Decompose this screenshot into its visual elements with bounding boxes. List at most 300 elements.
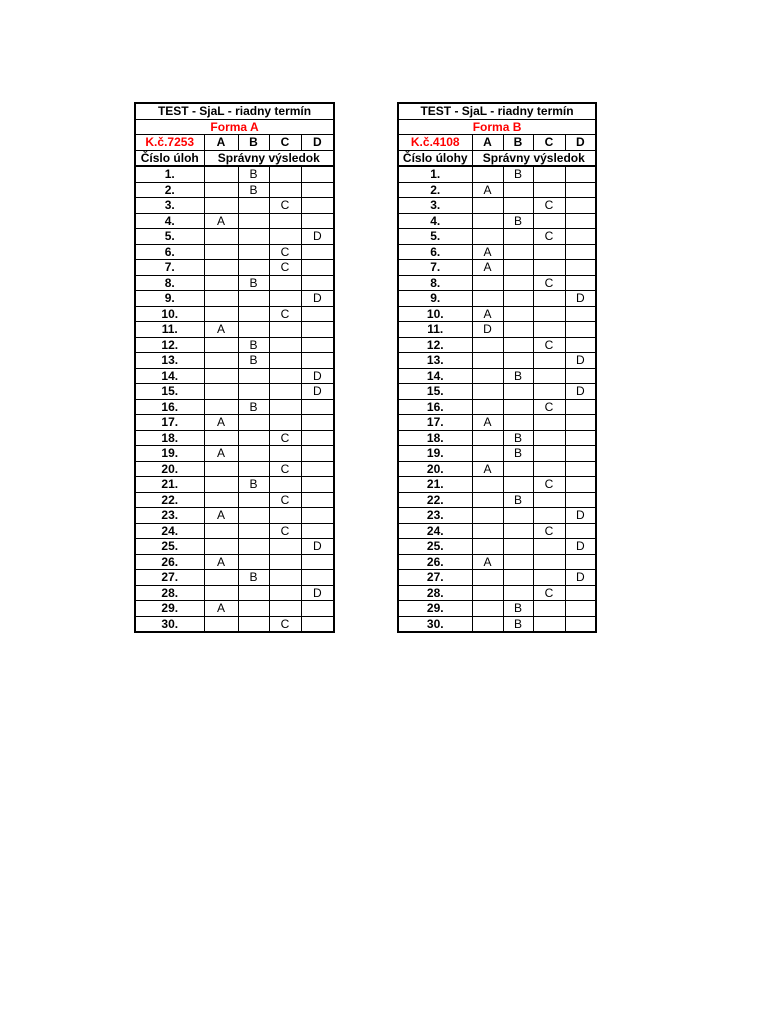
question-number: 2. <box>135 182 204 198</box>
answer-cell-d <box>301 523 334 539</box>
answer-cell-c <box>269 384 301 400</box>
answer-cell-d <box>565 166 596 182</box>
answer-cell-a <box>204 182 238 198</box>
answer-cell-c <box>533 384 565 400</box>
answer-cell-c <box>533 430 565 446</box>
answer-row <box>398 275 596 291</box>
answer-cell-a: A <box>472 244 503 260</box>
answer-cell-c: C <box>533 337 565 353</box>
question-number: 26. <box>135 554 204 570</box>
answer-cell-d <box>301 213 334 229</box>
question-number: 2. <box>398 182 472 198</box>
question-number: 28. <box>135 585 204 601</box>
column-header-c: C <box>533 135 565 151</box>
question-number: 12. <box>135 337 204 353</box>
answer-cell-a <box>472 523 503 539</box>
question-number: 6. <box>398 244 472 260</box>
answer-cell-a <box>204 523 238 539</box>
answer-row <box>135 166 334 182</box>
answer-cell-b <box>238 446 269 462</box>
answer-cell-d: D <box>565 291 596 307</box>
answer-cell-a <box>204 337 238 353</box>
answer-cell-b <box>503 508 533 524</box>
answer-row <box>398 554 596 570</box>
answer-cell-b <box>238 213 269 229</box>
answer-cell-a <box>204 198 238 214</box>
answer-row <box>398 477 596 493</box>
question-number: 20. <box>135 461 204 477</box>
answer-cell-a <box>472 353 503 369</box>
answer-cell-d: D <box>565 539 596 555</box>
answer-row <box>135 291 334 307</box>
answer-key-table-form-a <box>134 102 335 633</box>
answer-row <box>398 353 596 369</box>
answer-cell-a <box>472 399 503 415</box>
answer-cell-d <box>565 337 596 353</box>
question-number: 7. <box>135 260 204 276</box>
answer-cell-a <box>204 477 238 493</box>
answer-cell-b <box>238 229 269 245</box>
answer-row <box>398 539 596 555</box>
answer-cell-d: D <box>565 570 596 586</box>
answer-row <box>398 166 596 182</box>
answer-row <box>398 492 596 508</box>
answer-cell-b <box>238 523 269 539</box>
answer-cell-a: A <box>204 213 238 229</box>
question-number: 3. <box>398 198 472 214</box>
answer-row <box>398 229 596 245</box>
answer-cell-a: A <box>472 306 503 322</box>
answer-cell-c <box>269 368 301 384</box>
answer-row <box>135 322 334 338</box>
answer-cell-a: A <box>472 461 503 477</box>
answer-cell-a <box>472 539 503 555</box>
answer-row <box>135 492 334 508</box>
answer-key-body <box>398 103 596 632</box>
answer-cell-c <box>269 291 301 307</box>
answer-cell-b: B <box>238 182 269 198</box>
answer-cell-d <box>301 554 334 570</box>
answer-cell-a <box>472 616 503 632</box>
answer-cell-c <box>269 477 301 493</box>
answer-cell-b <box>503 229 533 245</box>
answer-cell-c: C <box>533 198 565 214</box>
column-header-d: D <box>565 135 596 151</box>
question-number: 1. <box>398 166 472 182</box>
answer-cell-a <box>204 275 238 291</box>
answer-cell-b: B <box>503 601 533 617</box>
answer-cell-b <box>238 554 269 570</box>
question-number: 29. <box>398 601 472 617</box>
question-number: 19. <box>135 446 204 462</box>
answer-cell-c <box>269 446 301 462</box>
answer-cell-d <box>565 461 596 477</box>
answer-row <box>135 570 334 586</box>
question-number: 27. <box>398 570 472 586</box>
answer-cell-b <box>238 368 269 384</box>
answer-cell-c: C <box>269 430 301 446</box>
column-header-b: B <box>238 135 269 151</box>
answer-cell-b <box>238 585 269 601</box>
answer-cell-d <box>301 198 334 214</box>
answer-cell-c <box>269 213 301 229</box>
question-number: 22. <box>135 492 204 508</box>
answer-cell-d <box>301 415 334 431</box>
answer-cell-b <box>238 198 269 214</box>
answer-cell-c <box>533 182 565 198</box>
question-number: 15. <box>398 384 472 400</box>
answer-cell-c <box>533 492 565 508</box>
answer-cell-a <box>472 492 503 508</box>
answer-cell-b <box>238 601 269 617</box>
answer-cell-c <box>533 415 565 431</box>
answer-cell-d <box>565 554 596 570</box>
question-number: 16. <box>398 399 472 415</box>
answer-cell-c: C <box>269 244 301 260</box>
form-code: K.č.7253 <box>135 135 204 151</box>
answer-cell-c <box>533 508 565 524</box>
answer-cell-c <box>533 539 565 555</box>
answer-cell-c <box>533 570 565 586</box>
answer-row <box>398 616 596 632</box>
answer-row <box>135 368 334 384</box>
form-label: Forma B <box>398 119 596 135</box>
question-number: 23. <box>398 508 472 524</box>
answer-cell-b <box>503 244 533 260</box>
answer-row <box>398 213 596 229</box>
answer-cell-d <box>301 275 334 291</box>
answer-cell-d <box>565 430 596 446</box>
answer-cell-c <box>533 601 565 617</box>
question-number: 24. <box>398 523 472 539</box>
answer-cell-c: C <box>269 492 301 508</box>
answer-cell-d <box>301 306 334 322</box>
answer-cell-d <box>301 601 334 617</box>
answer-cell-b <box>238 461 269 477</box>
question-number: 30. <box>135 616 204 632</box>
answer-row <box>398 368 596 384</box>
answer-cell-b <box>503 477 533 493</box>
answer-cell-a <box>204 353 238 369</box>
answer-cell-d: D <box>301 539 334 555</box>
answer-cell-c <box>269 182 301 198</box>
answer-row <box>135 229 334 245</box>
answer-cell-a <box>204 244 238 260</box>
answer-cell-d <box>565 446 596 462</box>
question-number: 24. <box>135 523 204 539</box>
question-number: 27. <box>135 570 204 586</box>
answer-cell-d: D <box>301 384 334 400</box>
answer-cell-b <box>238 260 269 276</box>
answer-cell-b <box>238 291 269 307</box>
answer-row <box>135 399 334 415</box>
answer-row <box>135 353 334 369</box>
column-header-d: D <box>301 135 334 151</box>
answer-cell-a: A <box>472 415 503 431</box>
question-number-header: Číslo úloh <box>135 150 204 166</box>
answer-row <box>398 244 596 260</box>
answer-cell-b <box>503 585 533 601</box>
column-header-b: B <box>503 135 533 151</box>
answer-cell-b: B <box>503 492 533 508</box>
question-number: 22. <box>398 492 472 508</box>
answer-cell-c <box>533 368 565 384</box>
answer-cell-a <box>472 601 503 617</box>
answer-row <box>135 585 334 601</box>
answer-cell-a <box>472 368 503 384</box>
question-number: 6. <box>135 244 204 260</box>
answer-cell-d: D <box>301 291 334 307</box>
answer-cell-c: C <box>533 229 565 245</box>
answer-row <box>135 198 334 214</box>
question-number: 14. <box>398 368 472 384</box>
answer-cell-a: A <box>204 415 238 431</box>
answer-cell-d <box>565 306 596 322</box>
answer-cell-d <box>301 182 334 198</box>
answer-cell-c <box>269 601 301 617</box>
answer-row <box>398 523 596 539</box>
question-number: 10. <box>398 306 472 322</box>
form-code: K.č.4108 <box>398 135 472 151</box>
answer-row <box>135 616 334 632</box>
answer-cell-c <box>533 616 565 632</box>
answer-cell-c <box>533 260 565 276</box>
answer-cell-b <box>503 399 533 415</box>
answer-cell-c <box>533 291 565 307</box>
answer-cell-c <box>269 508 301 524</box>
answer-cell-d <box>565 260 596 276</box>
answer-cell-a <box>472 585 503 601</box>
question-number: 15. <box>135 384 204 400</box>
question-number: 5. <box>398 229 472 245</box>
answer-cell-d: D <box>565 384 596 400</box>
answer-cell-a <box>472 446 503 462</box>
answer-cell-b <box>503 570 533 586</box>
answer-key-body <box>135 103 334 632</box>
answer-cell-c <box>269 554 301 570</box>
answer-cell-d <box>301 244 334 260</box>
answer-cell-b <box>238 415 269 431</box>
answer-row <box>135 601 334 617</box>
answer-cell-b <box>503 353 533 369</box>
answer-row <box>398 461 596 477</box>
answer-cell-d: D <box>565 508 596 524</box>
answer-cell-a <box>204 306 238 322</box>
answer-cell-a <box>204 166 238 182</box>
answer-row <box>398 446 596 462</box>
question-number: 12. <box>398 337 472 353</box>
answer-cell-a: A <box>472 182 503 198</box>
answer-cell-d <box>301 492 334 508</box>
answer-cell-c: C <box>269 461 301 477</box>
answer-cell-c: C <box>269 198 301 214</box>
answer-cell-c <box>533 244 565 260</box>
answer-cell-c: C <box>269 260 301 276</box>
answer-cell-c: C <box>269 616 301 632</box>
answer-cell-d <box>565 213 596 229</box>
answer-cell-a <box>204 368 238 384</box>
answer-cell-a <box>204 229 238 245</box>
answer-cell-b: B <box>503 446 533 462</box>
answer-row <box>135 244 334 260</box>
answer-cell-c <box>269 275 301 291</box>
form-label: Forma A <box>135 119 334 135</box>
answer-cell-a <box>472 229 503 245</box>
answer-cell-c <box>533 213 565 229</box>
answer-cell-b: B <box>238 570 269 586</box>
answer-cell-d <box>301 322 334 338</box>
answer-row <box>135 523 334 539</box>
answer-cell-a: A <box>472 554 503 570</box>
answer-cell-a <box>204 399 238 415</box>
question-number: 13. <box>398 353 472 369</box>
answer-cell-a <box>204 539 238 555</box>
answer-key-table-form-b <box>397 102 597 633</box>
answer-cell-d <box>301 260 334 276</box>
answer-cell-a: A <box>204 508 238 524</box>
answer-row <box>398 508 596 524</box>
question-number: 4. <box>398 213 472 229</box>
answer-cell-c: C <box>533 275 565 291</box>
answer-cell-a <box>472 291 503 307</box>
column-header-c: C <box>269 135 301 151</box>
question-number: 9. <box>398 291 472 307</box>
answer-row <box>398 182 596 198</box>
answer-cell-d <box>565 585 596 601</box>
answer-cell-a <box>472 570 503 586</box>
answer-cell-d <box>301 616 334 632</box>
answer-cell-d <box>565 399 596 415</box>
answer-cell-c <box>269 353 301 369</box>
answer-cell-c: C <box>533 585 565 601</box>
answer-cell-c <box>269 166 301 182</box>
column-header-a: A <box>472 135 503 151</box>
answer-cell-a <box>472 477 503 493</box>
answer-cell-d <box>565 229 596 245</box>
answer-row <box>398 306 596 322</box>
answer-cell-d <box>565 601 596 617</box>
question-number: 25. <box>398 539 472 555</box>
answer-row <box>398 260 596 276</box>
answer-cell-d <box>301 477 334 493</box>
answer-cell-b <box>238 430 269 446</box>
answer-cell-a <box>204 570 238 586</box>
answer-cell-b <box>503 291 533 307</box>
question-number: 10. <box>135 306 204 322</box>
answer-cell-c <box>533 446 565 462</box>
question-number: 21. <box>135 477 204 493</box>
answer-cell-b: B <box>503 368 533 384</box>
answer-cell-b <box>503 322 533 338</box>
answer-cell-c <box>269 229 301 245</box>
answer-cell-c <box>269 322 301 338</box>
answer-row <box>135 384 334 400</box>
answer-row <box>398 337 596 353</box>
answer-row <box>398 415 596 431</box>
question-number: 28. <box>398 585 472 601</box>
answer-cell-a <box>204 260 238 276</box>
question-number: 25. <box>135 539 204 555</box>
answer-cell-c: C <box>269 523 301 539</box>
answer-cell-d <box>565 198 596 214</box>
answer-cell-a <box>472 337 503 353</box>
question-number: 5. <box>135 229 204 245</box>
correct-answer-header: Správny výsledok <box>472 150 596 166</box>
answer-cell-b: B <box>238 275 269 291</box>
answer-cell-b: B <box>238 399 269 415</box>
answer-cell-c: C <box>533 477 565 493</box>
answer-row <box>135 213 334 229</box>
answer-cell-b <box>238 384 269 400</box>
answer-cell-d <box>565 244 596 260</box>
answer-cell-c <box>533 166 565 182</box>
answer-row <box>398 384 596 400</box>
answer-cell-b <box>238 616 269 632</box>
answer-cell-b: B <box>238 166 269 182</box>
answer-cell-c <box>533 353 565 369</box>
question-number: 17. <box>135 415 204 431</box>
answer-cell-a <box>204 461 238 477</box>
answer-cell-b <box>503 384 533 400</box>
answer-cell-b <box>503 461 533 477</box>
answer-cell-d <box>565 275 596 291</box>
question-number: 21. <box>398 477 472 493</box>
test-title: TEST - SjaL - riadny termín <box>398 103 596 119</box>
answer-row <box>135 554 334 570</box>
question-number: 4. <box>135 213 204 229</box>
answer-cell-b: B <box>238 337 269 353</box>
answer-cell-b: B <box>503 166 533 182</box>
answer-cell-d <box>565 492 596 508</box>
answer-cell-c <box>269 415 301 431</box>
answer-row <box>135 461 334 477</box>
answer-cell-a <box>472 198 503 214</box>
question-number: 18. <box>135 430 204 446</box>
question-number: 11. <box>135 322 204 338</box>
answer-cell-a: A <box>204 554 238 570</box>
answer-row <box>398 322 596 338</box>
answer-cell-c: C <box>269 306 301 322</box>
answer-cell-b <box>238 244 269 260</box>
answer-cell-c <box>269 399 301 415</box>
answer-cell-a <box>472 384 503 400</box>
answer-cell-a: A <box>472 260 503 276</box>
answer-cell-b <box>238 492 269 508</box>
question-number: 17. <box>398 415 472 431</box>
question-number: 14. <box>135 368 204 384</box>
answer-row <box>135 182 334 198</box>
answer-cell-d <box>301 508 334 524</box>
answer-row <box>135 337 334 353</box>
answer-cell-b <box>503 415 533 431</box>
answer-cell-a: A <box>204 322 238 338</box>
question-number: 13. <box>135 353 204 369</box>
answer-cell-c <box>269 337 301 353</box>
answer-cell-c: C <box>533 399 565 415</box>
question-number: 8. <box>135 275 204 291</box>
answer-cell-a <box>472 275 503 291</box>
answer-row <box>398 291 596 307</box>
answer-cell-b: B <box>238 353 269 369</box>
answer-cell-b <box>238 539 269 555</box>
question-number: 9. <box>135 291 204 307</box>
answer-cell-d <box>565 182 596 198</box>
answer-row <box>398 399 596 415</box>
answer-cell-b: B <box>503 213 533 229</box>
answer-cell-d: D <box>301 368 334 384</box>
question-number: 3. <box>135 198 204 214</box>
question-number: 23. <box>135 508 204 524</box>
